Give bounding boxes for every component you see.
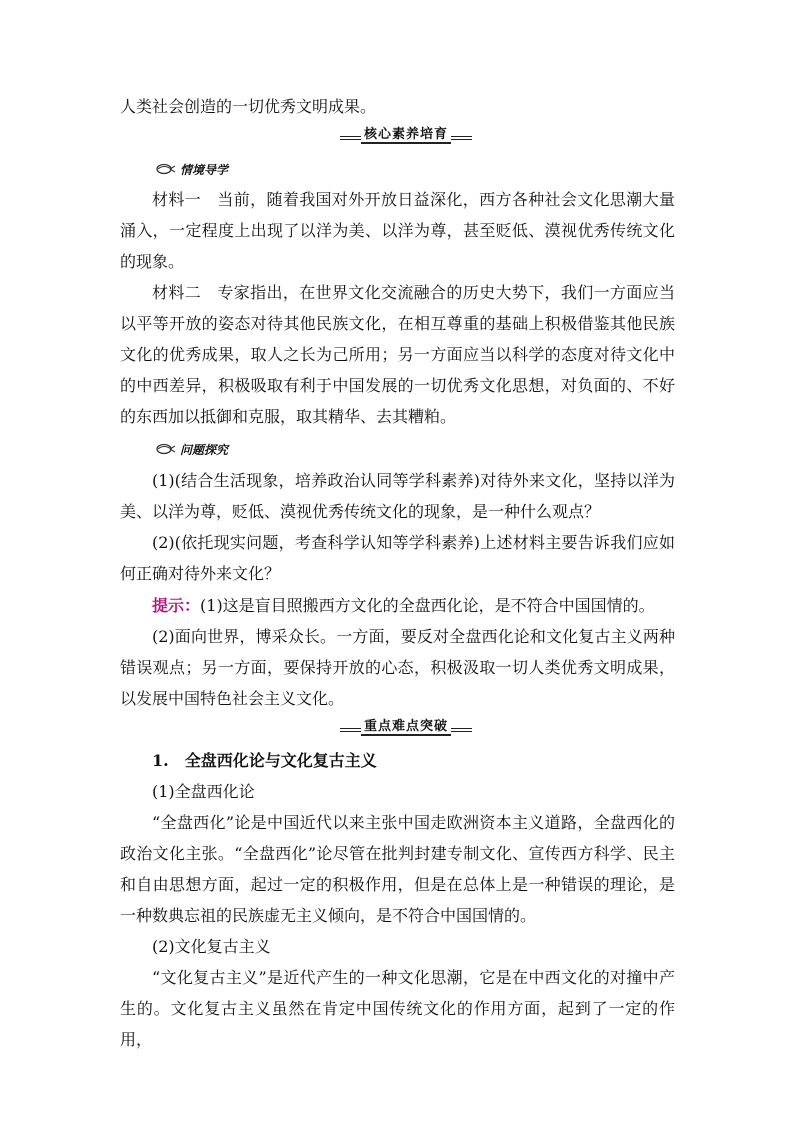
subheading-problem-inquiry [156, 440, 228, 458]
leaf-icon [156, 442, 176, 456]
subpoint-b-title: (2)文化复古主义 [152, 937, 271, 956]
continuation-line: 人类社会创造的一切优秀文明成果。 [120, 97, 377, 116]
answer-two: (2)面向世界，博采众长。一方面，要反对全盘西化论和文化复古主义两种错误观点；另一方面，要保持开放的心态，积极汲取一切人类优秀文明成果，以发展中国特色社会主义文化。 [120, 627, 675, 708]
section-title: 核心素养培育 [361, 128, 451, 144]
leaf-icon [156, 162, 176, 176]
subheading-label: 情境导学 [180, 162, 229, 177]
hint-label: 提示： [152, 596, 201, 615]
question-two: (2)(依托现实问题，考查科学认知等学科素养)上述材料主要告诉我们应如何正确对待外来文化？ [120, 533, 675, 583]
answer-one-text: (1)这是盲目照搬西方文化的全盘西化论，是不符合中国国情的。 [200, 596, 655, 615]
subheading-label: 问题探究 [180, 442, 229, 457]
material-two: 材料二 专家指出，在世界文化交流融合的历史大势下，我们一方面应当以平等开放的姿态对待其他民族文化，在相互尊重的基础上积极借鉴其他民族文化的优秀成果，取人之长为己所用；另一方面应当以科学的态度对待文化中的中西差异，积极吸取有利于中国发展的一切优秀文化思想，对负面的、不好的东西加以抵御和克服，取其精华、去其糟粕。 [120, 283, 675, 426]
section-banner-core-literacy [340, 128, 472, 144]
section-title: 重点难点突破 [361, 720, 451, 736]
section-banner-key-points [340, 720, 472, 736]
material-one: 材料一 当前，随着我国对外开放日益深化，西方各种社会文化思潮大量涌入，一定程度上出现了以洋为美、以洋为尊，甚至贬低、漠视优秀传统文化的现象。 [120, 190, 675, 271]
subpoint-a-title: (1)全盘西化论 [152, 782, 255, 801]
subpoint-a-text: “全盘西化”论是中国近代以来主张中国走欧洲资本主义道路，全盘西化的政治文化主张。“全盘西化”论尽管在批判封建专制文化、宣传西方科学、民主和自由思想方面，起过一定的积极作用，但是在总体上是一种错误的理论，是一种数典忘祖的民族虚无主义倾向，是不符合中国国情的。 [120, 813, 675, 925]
point-heading: 1. 全盘西化论与文化复古主义 [152, 751, 377, 770]
subpoint-b-text: “文化复古主义”是近代产生的一种文化思潮，它是在中西文化的对撞中产生的。文化复古主义虽然在肯定中国传统文化的作用方面，起到了一定的作用， [120, 968, 675, 1049]
subheading-situation-guide [156, 160, 228, 178]
answer-one [120, 590, 675, 621]
question-one: (1)(结合生活现象，培养政治认同等学科素养)对待外来文化，坚持以洋为美、以洋为尊，贬低、漠视优秀传统文化的现象，是一种什么观点？ [120, 471, 675, 521]
